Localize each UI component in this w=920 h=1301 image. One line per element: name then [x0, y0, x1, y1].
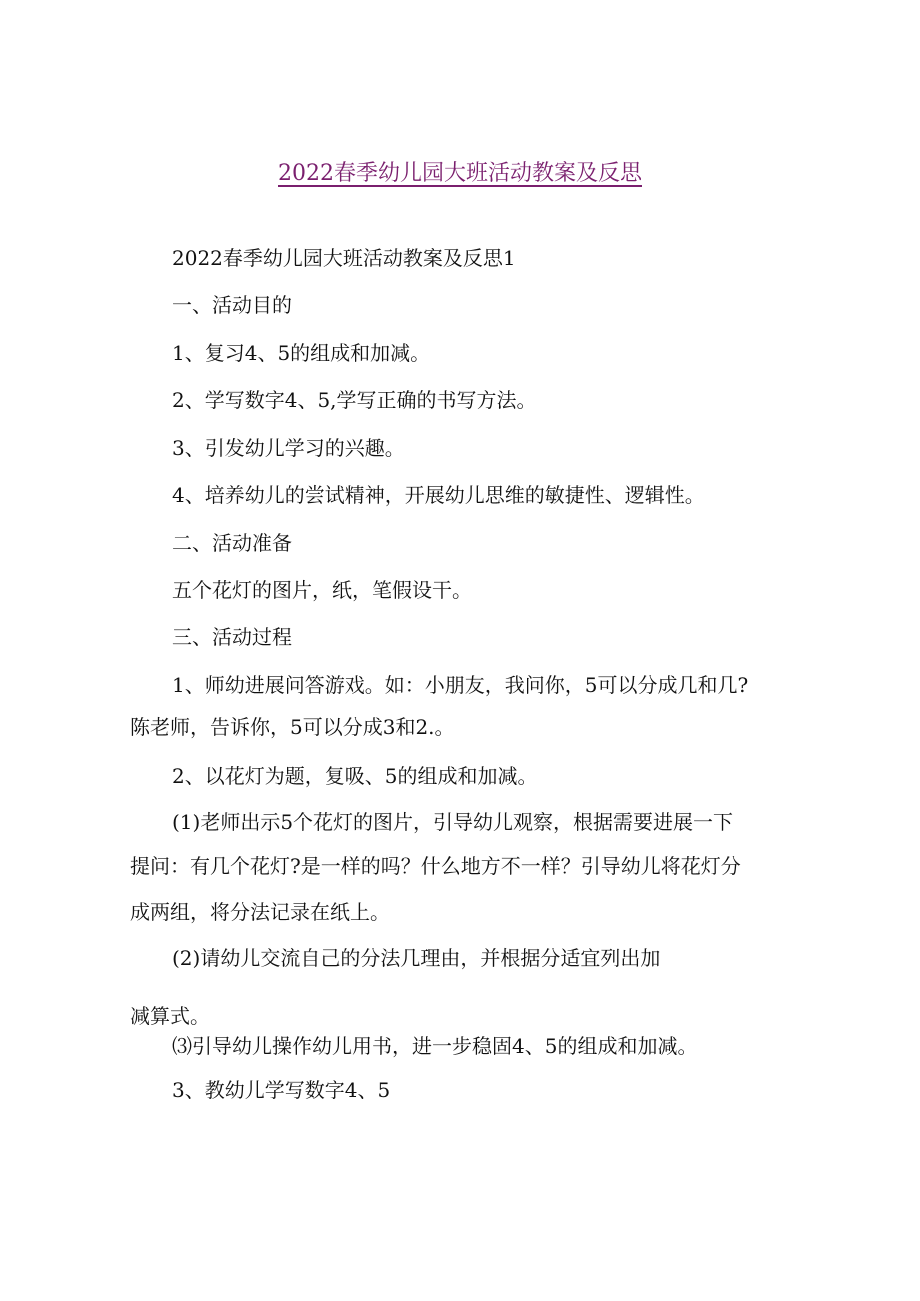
paragraph: 4、培养幼儿的尝试精神，开展幼儿思维的敏捷性、逻辑性。: [172, 483, 705, 507]
paragraph: (2)请幼儿交流自己的分法几理由，并根据分适宜列出加: [172, 946, 661, 970]
heading-activity-goals: 一、活动目的: [172, 293, 292, 317]
paragraph: 五个花灯的图片，纸，笔假设干。: [172, 578, 472, 602]
paragraph: 1、师幼进展问答游戏。如：小朋友，我问你，5可以分成几和几?: [172, 673, 749, 697]
paragraph: 2、学写数字4、5,学写正确的书写方法。: [172, 388, 537, 412]
paragraph: (1)老师出示5个花灯的图片，引导幼儿观察，根据需要进展一下: [172, 810, 734, 834]
paragraph-continuation: 成两组，将分法记录在纸上。: [130, 900, 390, 924]
document-title: 2022春季幼儿园大班活动教案及反思: [278, 161, 642, 186]
paragraph: 1、复习4、5的组成和加减。: [172, 341, 431, 365]
heading-activity-preparation: 二、活动准备: [172, 531, 292, 555]
section-heading: 2022春季幼儿园大班活动教案及反思1: [172, 246, 516, 270]
paragraph: 2、以花灯为题，复吸、5的组成和加减。: [172, 764, 538, 788]
paragraph: ⑶引导幼儿操作幼儿用书，进一步稳固4、5的组成和加减。: [172, 1034, 698, 1058]
heading-activity-process: 三、活动过程: [172, 625, 292, 649]
paragraph-continuation: 提问：有几个花灯?是一样的吗？什么地方不一样？引导幼儿将花灯分: [130, 854, 741, 878]
paragraph-continuation: 减算式。: [130, 1004, 210, 1028]
paragraph-continuation: 陈老师，告诉你，5可以分成3和2.。: [130, 715, 455, 739]
paragraph: 3、引发幼儿学习的兴趣。: [172, 436, 405, 460]
paragraph: 3、教幼儿学写数字4、5: [172, 1078, 391, 1102]
